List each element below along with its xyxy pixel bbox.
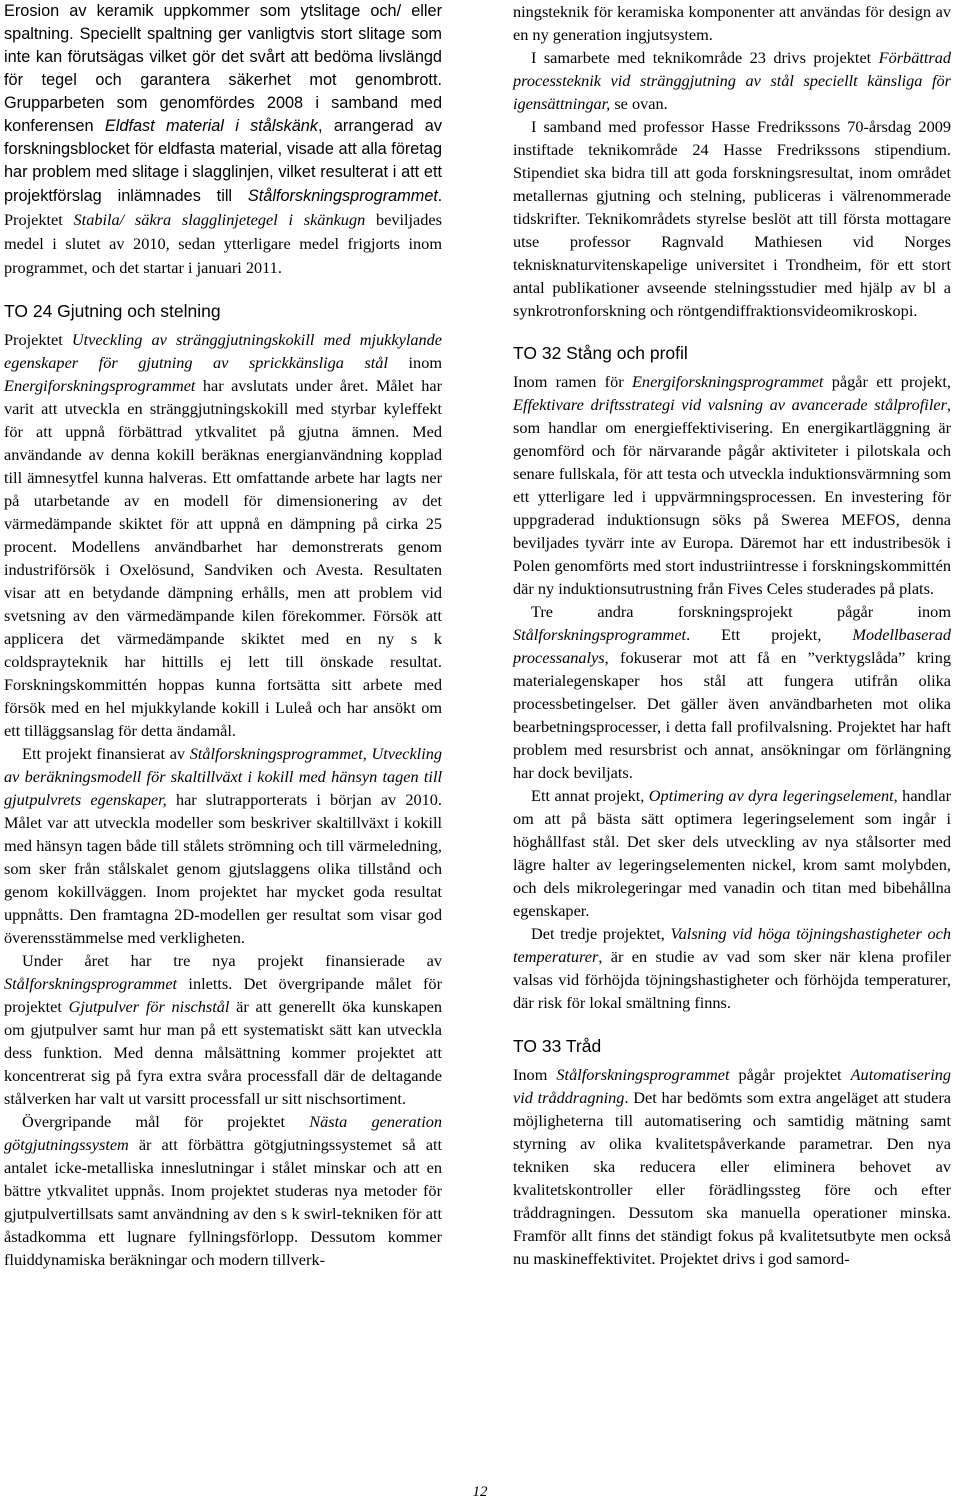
paragraph-valsning [513, 922, 951, 1014]
heading-to24: TO 24 Gjutning och stelning [4, 301, 221, 321]
text-run-italic: Stålforskningsprogrammet [4, 974, 178, 993]
text-run: Inom ramen för [513, 372, 632, 391]
paragraph-erosion [4, 0, 442, 280]
text-run: , handlar om att på bästa sätt optimera legeringselement som ingår i höghållfast stål. Det sker dels utveckling av nya stålsorter med lägre halter av legeringselementen nickel, krom samt molybden, och dels mikrolegeringar med vanadin och titan med bibehållna egenskaper. [513, 786, 951, 920]
text-run: Tre andra forskningsprojekt pågår inom [531, 602, 951, 621]
text-run-italic: Stålforskningsprogrammet [556, 1065, 730, 1084]
text-run: inletts. Det övergripande målet för projektet [4, 974, 442, 1016]
text-run-italic: Utveckling av stränggjutningskokill med mjukkylande egenskaper för gjutning av sprickkänsliga stål [4, 330, 442, 372]
paragraph-samarbete [513, 46, 951, 115]
text-run-italic: Nästa generation götgjutningssystem [4, 1112, 442, 1154]
text-run-italic: Eldfast material i stålskänk [104, 117, 319, 135]
text-run-italic: Energiforskningsprogrammet [631, 372, 824, 391]
text-run: Inom [513, 1065, 557, 1084]
text-run: . Projektet [4, 186, 442, 229]
text-run: har avslutats under året. Målet har varit att utveckla en stränggjutningskokill med styrbar kyleffekt för att uppnå förbättrad ytkvalitet på gjutna ämnen. Med användande av denna kokill beräknas energianvändning kopplad till ämnesytfel kunna halveras. Ett omfattande arbete har lagts ner på utarbetande av en modell för dimensionering av det värmedämpande skiktet för att uppnå en dämpning på cirka 25 procent. Modellens användbarhet har demonstrerats genom industriförsök i Oxelösund, Sandviken och Avesta. Resultaten visar att en betydande dämpning erhålls, men att problem vid svetsning av den värmedämpande kilen förekommer. Försök att applicera det värmedämpande skiktet med en ny s k coldsprayteknik har hittills ej lett till önskade resultat. Forskningskommittén hoppas kunna fortsätta sitt arbete med försök med en hel mjukkylande kokill i Luleå och har ansökt om ett tilläggsanslag för detta ändamål. [4, 376, 442, 740]
text-run: är att förbättra götgjutningssystemet så att antalet icke-metalliska inneslutningar i stålet minskar och att en bättre ytkvalitet uppnås. Inom projektet studeras nya metoder för gjutpulvertillsats samt användning av den s k swirl-tekniken för att åstadkomma ett lugnare fyllningsförlopp. Dessutom kommer fluiddynamiska beräkningar och modern tillverk- [4, 1135, 442, 1269]
text-run: , [362, 744, 372, 763]
text-run: . Ett projekt, [686, 625, 853, 644]
text-run: Erosion av keramik uppkommer som ytslitage och/ eller spaltning. Speciellt spaltning ger vanligtvis stort slitage som inte kan förutsägas vilket gör det svårt att bedöma livslängd för tegel och garantera säkerhet mot genombrott. Grupparbeten som genomfördes 2008 i samband med konferensen [4, 2, 442, 135]
paragraph-modellbaserad [513, 600, 951, 784]
text-run: Ett projekt finansierat av [22, 744, 190, 763]
text-run: Projektet [4, 330, 72, 349]
text-run: se ovan. [610, 94, 668, 113]
text-run-italic: Effektivare driftsstrategi vid valsning av avancerade stålprofiler [513, 395, 947, 414]
text-run: , arrangerad av forskningsblocket för eldfasta material, visade att alla företag har problem med slitage i slagglinjen, vilket resulterat i att ett projektförslag inlämnades till [4, 117, 442, 205]
text-run-italic: Optimering av dyra legeringselement [648, 786, 894, 805]
text-run-italic: Stålforskningsprogrammet [189, 744, 363, 763]
paragraph-stipendium: I samband med professor Hasse Fredrikssons 70-årsdag 2009 instiftade teknikområde 24 Hasse Fredrikssons stipendium. Stipendiet ska bidra till att goda forskningsresultat, inom området metallernas gjutning och stelning, publiceras i välrenommerade tidskrifter. Teknikområdets styrelse beslöt att till första mottagare utse professor Ragnvald Mathiesen vid Norges teknisknaturvitenskapelige universitet i Trondheim, för ett stort antal publikationer avseende stelningsstudier med hjälp av bl a synkrotronforskning och röntgendiffraktionsvideomikroskopi. [513, 117, 951, 320]
right-column [513, 0, 951, 1270]
text-run-italic: Stabila/ säkra slagglinjetegel i skänkugn [73, 210, 366, 229]
paragraph-kokill [4, 328, 442, 742]
paragraph-ingjutsystem: ningsteknik för keramiska komponenter att användas för design av en ny generation ingjutsystem. [513, 2, 951, 44]
text-run-italic: Energiforskningsprogrammet [4, 376, 196, 395]
text-run: Under året har tre nya projekt finansierade av [22, 951, 442, 970]
text-run: pågår ett projekt, [823, 372, 951, 391]
paragraph-skaltillvaxt [4, 742, 442, 949]
text-run: beviljades medel i slutet av 2010, sedan ytterligare medel frigjorts inom programmet, och det startar i januari 2011. [4, 210, 442, 277]
paragraph-traddragning [513, 1063, 951, 1270]
text-run-italic: Modellbaserad processanalys [513, 625, 951, 667]
text-run: . Det har bedömts som extra angeläget att studera möjligheterna till automatisering och samtidig mätning samt styrning av olika kvalitetspåverkande parametrar. Den nya tekniken ska reducera eller eliminera behovet av kvalitetskontroller eller förädlingssteg före och efter tråddragningen. Dessutom ska manuella operationer minska. Framför allt finns det ständigt fokus på kvalitetsutbyte men också nu maskineffektivitet. Projektet drivs i god samord- [513, 1088, 951, 1268]
text-run-italic: Valsning vid höga töjningshastigheter och temperaturer [513, 924, 951, 966]
paragraph-energi [513, 370, 951, 600]
page-number: 12 [472, 1484, 488, 1500]
paragraph-gotgjutning [4, 1110, 442, 1271]
text-run-italic: Förbättrad processteknik vid stränggjutning av stål speciellt känsliga för igensättningar, [513, 48, 951, 113]
text-run: , som handlar om energieffektivisering. En energikartläggning är genomförd och för närvarande pågår aktiviteter i pilotskala och senare fullskala, för att testa och utveckla induktionsvärmning som ett ytterligare led i uppvärmningsprocessen. En investering för uppgraderad induktionsugn söks på Swerea MEFOS, denna beviljades tyvärr inte av Europa. Däremot har ett industribesök i Polen genomförts med stort industriintresse i forskningskommittén där ny induktionsutrustning från Fives Celes studerades på plats. [513, 395, 951, 598]
text-run-italic: Utveckling av beräkningsmodell för skaltillväxt i kokill med hänsyn tagen till gjutpulvrets egenskaper, [4, 744, 443, 809]
text-run: , fokuserar mot att få en ”verktygslåda” kring materialegenskaper hos stål att fungera utifrån olika processbetingelser. Det gäller även användbarheten mot olika bearbetningsprocesser, i detta fall profilvalsning. Projektet har haft problem med resursbrist och annat, ansökningar om förlängning har dock beviljats. [513, 648, 951, 782]
text-run: I samarbete med teknikområde 23 drivs projektet [531, 48, 879, 67]
text-run: inom [387, 353, 442, 372]
text-run-italic: Stålforskningsprogrammet [513, 625, 687, 644]
left-column [4, 0, 442, 1271]
text-run: , är en studie av vad som sker när klena profiler valsas vid förhöjda töjningshastigheter och förhöjda temperaturer, där risk för lokal smältning finns. [513, 947, 951, 1012]
heading-to32: TO 32 Stång och profil [513, 343, 688, 363]
text-run: är att generellt öka kunskapen om gjutpulver samt hur man på ett systematiskt sätt kan utveckla dess funktion. Med denna målsättning kommer projektet att koncentrerat sig på fyra extra svåra processfall där de deltagande stålverken har valt ut varsitt processfall ur sitt nischsortiment. [4, 997, 442, 1108]
text-run-italic: Stålforskningsprogrammet [247, 187, 438, 205]
text-run-italic: Gjutpulver för nischstål [68, 997, 230, 1016]
text-run: Det tredje projektet, [531, 924, 671, 943]
text-run: har slutrapporterats i början av 2010. Målet var att utveckla modeller som beskriver skaltillväxt i kokill med hänsyn tagen både till stålets strömning och till värmeledning, som sker från stålskalet genom gjutslaggens olika tillstånd och genom kokillväggen. Inom projektet har mycket goda resultat uppnåtts. Den framtagna 2D-modellen ger resultat som visar god överensstämmelse med verkligheten. [4, 790, 442, 947]
heading-to33: TO 33 Tråd [513, 1036, 602, 1056]
paragraph-legering [513, 784, 951, 922]
text-run-italic: Automatisering vid tråddragning [513, 1065, 952, 1107]
text-run: Övergripande mål för projektet [22, 1112, 310, 1131]
paragraph-gjutpulver [4, 949, 442, 1110]
text-run: Ett annat projekt, [531, 786, 649, 805]
text-run: pågår projektet [729, 1065, 851, 1084]
